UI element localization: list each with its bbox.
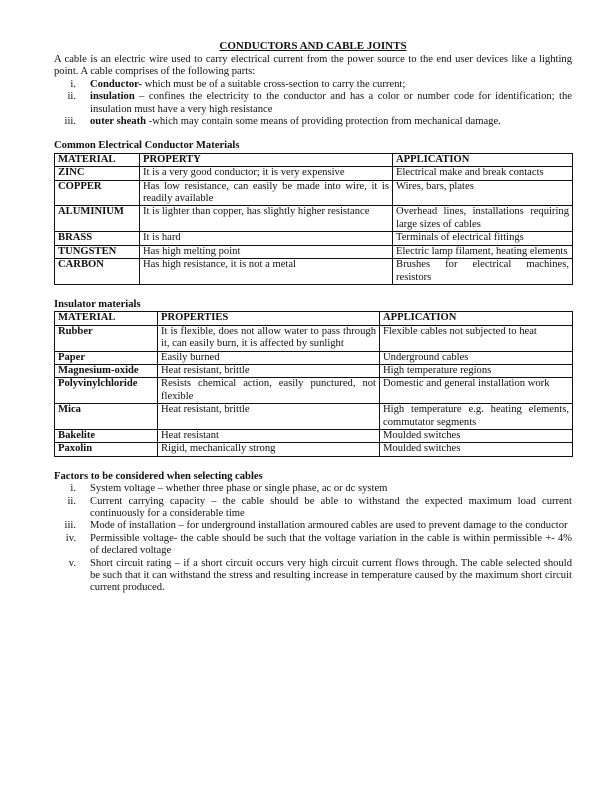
application-cell: Brushes for electrical machines, resistors	[393, 259, 573, 285]
application-cell: Overhead lines, installations requiring large sizes of cables	[393, 206, 573, 232]
factors-list	[54, 483, 572, 595]
definition: – confines the electricity to the conductor and has a color or number code for identification; the insulation must have a very high resistance	[90, 91, 572, 115]
page-title: CONDUCTORS AND CABLE JOINTS	[219, 40, 407, 52]
application-cell: Flexible cables not subjected to heat	[380, 325, 573, 351]
list-text: System voltage – whether three phase or single phase, ac or dc system	[90, 483, 388, 495]
property-cell: Resists chemical action, easily punctured, not flexible	[158, 378, 380, 404]
material-cell: Polyvinylchloride	[55, 378, 158, 404]
list-number: ii.	[67, 495, 76, 507]
application-cell: Electrical make and break contacts	[393, 167, 573, 180]
column-header: MATERIAL	[55, 153, 140, 166]
factors-section-title: Factors to be considered when selecting cables	[54, 470, 263, 482]
material-cell: Mica	[55, 404, 158, 430]
property-cell: Heat resistant	[158, 429, 380, 442]
column-header: APPLICATION	[393, 153, 573, 166]
material-cell: Rubber	[55, 325, 158, 351]
table-row	[55, 180, 573, 206]
table-header-row	[55, 153, 573, 166]
property-cell: Has low resistance, can easily be made into wire, it is readily available	[140, 180, 393, 206]
list-number: iii.	[64, 116, 76, 128]
list-item	[54, 79, 572, 91]
column-header: MATERIAL	[55, 312, 158, 325]
property-cell: It is hard	[140, 232, 393, 245]
table-row	[55, 404, 573, 430]
application-cell: Domestic and general installation work	[380, 378, 573, 404]
list-item	[54, 91, 572, 116]
column-header: PROPERTIES	[158, 312, 380, 325]
column-header: PROPERTY	[140, 153, 393, 166]
table-row	[55, 167, 573, 180]
table-row	[55, 245, 573, 258]
insulators-section-title: Insulator materials	[54, 298, 141, 310]
property-cell: It is a very good conductor; it is very expensive	[140, 167, 393, 180]
application-cell: Moulded switches	[380, 443, 573, 456]
table-row	[55, 232, 573, 245]
term: insulation	[90, 91, 135, 103]
material-cell: ZINC	[55, 167, 140, 180]
application-cell: High temperature regions	[380, 364, 573, 377]
intro-paragraph: A cable is an electric wire used to carry electrical current from the power source to the end user devices like a lighting point. A cable comprises of the following parts:	[54, 54, 572, 78]
application-cell: Wires, bars, plates	[393, 180, 573, 206]
list-item	[54, 116, 572, 128]
material-cell: CARBON	[55, 259, 140, 285]
list-number: i.	[70, 78, 76, 90]
material-cell: ALUMINIUM	[55, 206, 140, 232]
conductors-section-title: Common Electrical Conductor Materials	[54, 140, 240, 152]
insulators-table	[54, 311, 573, 456]
column-header: APPLICATION	[380, 312, 573, 325]
document-page	[54, 40, 572, 595]
list-text: Permissible voltage- the cable should be such that the voltage variation in the cable is within permissible +- 4% of declared voltage	[90, 532, 572, 557]
list-number: v.	[68, 557, 76, 569]
definition: -which may contain some means of providing protection from mechanical damage.	[146, 116, 501, 128]
table-row	[55, 364, 573, 377]
application-cell: High temperature e.g. heating elements, commutator segments	[380, 404, 573, 430]
material-cell: Paxolin	[55, 443, 158, 456]
material-cell: COPPER	[55, 180, 140, 206]
property-cell: Heat resistant, brittle	[158, 364, 380, 377]
application-cell: Underground cables	[380, 351, 573, 364]
property-cell: Has high melting point	[140, 245, 393, 258]
list-number: i.	[70, 483, 76, 495]
application-cell: Moulded switches	[380, 429, 573, 442]
material-cell: Paper	[55, 351, 158, 364]
list-number: ii.	[67, 91, 76, 103]
list-item	[54, 483, 572, 495]
list-item	[54, 496, 572, 521]
material-cell: Magnesium-oxide	[55, 364, 158, 377]
list-item	[54, 533, 572, 558]
table-row	[55, 259, 573, 285]
table-row	[55, 429, 573, 442]
material-cell: Bakelite	[55, 429, 158, 442]
list-number: iv.	[65, 532, 76, 544]
table-row	[55, 206, 573, 232]
cable-parts-list	[54, 79, 572, 129]
material-cell: TUNGSTEN	[55, 245, 140, 258]
property-cell: Heat resistant, brittle	[158, 404, 380, 430]
list-item	[54, 520, 572, 532]
conductors-table	[54, 153, 573, 285]
list-item	[54, 558, 572, 595]
property-cell: Rigid, mechanically strong	[158, 443, 380, 456]
application-cell: Electric lamp filament, heating elements	[393, 245, 573, 258]
property-cell: Has high resistance, it is not a metal	[140, 259, 393, 285]
application-cell: Terminals of electrical fittings	[393, 232, 573, 245]
table-header-row	[55, 312, 573, 325]
table-row	[55, 443, 573, 456]
list-text: Short circuit rating – if a short circuit occurs very high circuit current flows through. The cable selected should be such that it can withstand the stress and resulting increase in temperature caused by the maximum short circuit current produced.	[90, 557, 572, 594]
table-row	[55, 351, 573, 364]
definition: which must be of a suitable cross-section to carry the current;	[142, 78, 406, 90]
property-cell: It is lighter than copper, has slightly higher resistance	[140, 206, 393, 232]
term: Conductor-	[90, 78, 142, 90]
material-cell: BRASS	[55, 232, 140, 245]
list-number: iii.	[64, 520, 76, 532]
table-row	[55, 325, 573, 351]
table-row	[55, 378, 573, 404]
term: outer sheath	[90, 116, 147, 128]
list-text: Current carrying capacity – the cable should be able to withstand the expected maximum load current continuously for a considerable time	[90, 495, 572, 519]
property-cell: It is flexible, does not allow water to pass through it, can easily burn, it is affected by sunlight	[158, 325, 380, 351]
property-cell: Easily burned	[158, 351, 380, 364]
list-text: Mode of installation – for underground installation armoured cables are used to prevent damage to the conductor	[90, 520, 568, 532]
